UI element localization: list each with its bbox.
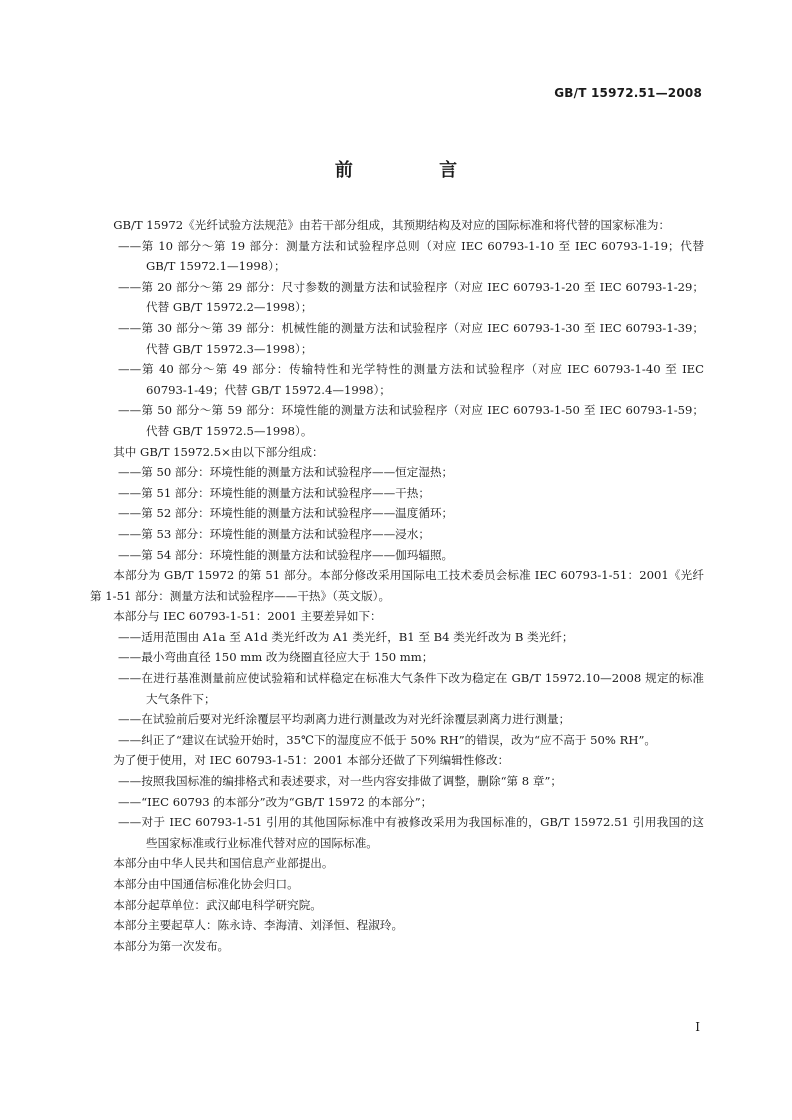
closing-line: 本部分主要起草人：陈永诗、李海清、刘泽恒、程淑玲。 [113, 918, 404, 933]
foreword-body [90, 215, 716, 956]
subparts-intro: 其中 GB/T 15972.5×由以下部分组成： [113, 444, 324, 459]
edit-item: ——“IEC 60793 的本部分”改为“GB/T 15972 的本部分”； [118, 794, 433, 809]
structure-item: ——第 20 部分～第 29 部分：尺寸参数的测量方法和试验程序（对应 IEC 60793-1-20 至 IEC 60793-1-29；代替 GB/T 15972.2—1998）； [118, 279, 704, 315]
difference-item: ——适用范围由 A1a 至 A1d 类光纤改为 A1 类光纤，B1 至 B4 类光纤改为 B 类光纤； [118, 629, 574, 644]
structure-item: ——第 50 部分～第 59 部分：环境性能的测量方法和试验程序（对应 IEC 60793-1-50 至 IEC 60793-1-59；代替 GB/T 15972.5—1998）。 [118, 403, 704, 438]
closing-line: 本部分由中华人民共和国信息产业部提出。 [113, 856, 334, 871]
difference-item: ——最小弯曲直径 150 mm 改为绕圈直径应大于 150 mm； [118, 650, 434, 665]
intro-paragraph: GB/T 15972《光纤试验方法规范》由若干部分组成，其预期结构及对应的国际标准和将代替的国家标准为： [113, 218, 671, 232]
edits-intro: 为了便于使用，对 IEC 60793-1-51：2001 本部分还做了下列编辑性修改： [113, 753, 510, 768]
structure-item: ——第 30 部分～第 39 部分：机械性能的测量方法和试验程序（对应 IEC 60793-1-30 至 IEC 60793-1-39；代替 GB/T 15972.3—1998）； [118, 320, 704, 356]
edit-item: ——对于 IEC 60793-1-51 引用的其他国际标准中有被修改采用为我国标准的，GB/T 15972.51 引用我国的这些国家标准或行业标准代替对应的国际标准。 [118, 815, 704, 850]
structure-item: ——第 10 部分～第 19 部分：测量方法和试验程序总则（对应 IEC 60793-1-10 至 IEC 60793-1-19；代替 GB/T 15972.1—1998）； [118, 238, 704, 274]
difference-item: ——纠正了“建议在试验开始时，35℃下的湿度应不低于 50% RH”的错误，改为“应不高于 50% RH”。 [118, 732, 656, 747]
difference-item: ——在试验前后要对光纤涂覆层平均剥离力进行测量改为对光纤涂覆层剥离力进行测量； [118, 712, 571, 727]
closing-line: 本部分为第一次发布。 [113, 938, 230, 953]
difference-item: ——在进行基准测量前应使试验箱和试样稳定在标准大气条件下改为稳定在 GB/T 15972.10—2008 规定的标准大气条件下； [118, 671, 704, 706]
subpart-item: ——第 53 部分：环境性能的测量方法和试验程序——浸水； [118, 526, 430, 541]
page-number: I [695, 1020, 700, 1034]
edit-item: ——按照我国标准的编排格式和表述要求，对一些内容安排做了调整，删除“第 8 章”； [118, 774, 562, 789]
page-title: 前 言 [334, 160, 498, 181]
closing-line: 本部分起草单位：武汉邮电科学研究院。 [113, 897, 322, 912]
subpart-item: ——第 54 部分：环境性能的测量方法和试验程序——伽玛辐照。 [118, 547, 454, 562]
standard-code: GB/T 15972.51—2008 [554, 86, 702, 100]
subpart-item: ——第 51 部分：环境性能的测量方法和试验程序——干热； [118, 485, 430, 500]
adoption-paragraph: 本部分为 GB/T 15972 的第 51 部分。本部分修改采用国际电工技术委员会标准 IEC 60793-1-51：2001《光纤 第 1-51 部分：测量方法和试验程序——干热》（英文版）。 [90, 568, 716, 603]
closing-line: 本部分由中国通信标准化协会归口。 [113, 877, 299, 891]
differences-intro: 本部分与 IEC 60793-1-51：2001 主要差异如下： [113, 609, 382, 624]
subpart-item: ——第 52 部分：环境性能的测量方法和试验程序——温度循环； [118, 506, 454, 521]
structure-item: ——第 40 部分～第 49 部分：传输特性和光学特性的测量方法和试验程序（对应 IEC 60793-1-40 至 IEC 60793-1-49；代替 GB/T 15972.4—1998）； [118, 362, 704, 397]
subpart-item: ——第 50 部分：环境性能的测量方法和试验程序——恒定湿热； [118, 465, 454, 480]
